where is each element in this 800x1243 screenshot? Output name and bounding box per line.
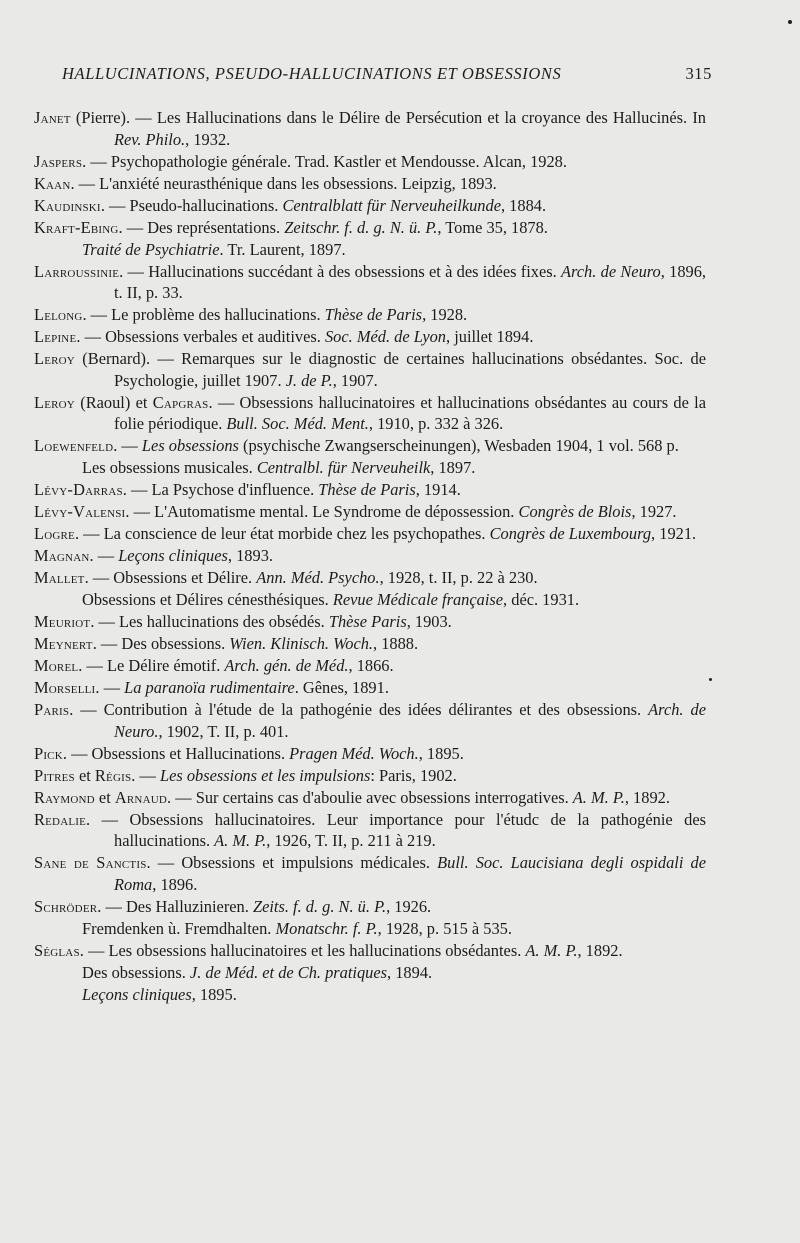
entry-title-italic: Les obsessions	[141, 436, 239, 456]
entry-author: Lepine	[34, 327, 77, 347]
entry-text: (Raoul) et	[74, 392, 153, 412]
bibliography-entry	[34, 501, 706, 523]
entry-author: Leroy	[34, 392, 75, 412]
entry-text: Les obsessions musicales.	[82, 458, 257, 478]
entry-title-italic: J. de P.	[285, 370, 333, 390]
bibliography-entry	[34, 217, 706, 239]
entry-author: Magnan	[34, 546, 90, 566]
entry-coauthor: Capgras	[152, 392, 209, 412]
entry-author: Larroussinie	[34, 261, 120, 281]
entry-text: . —	[113, 436, 142, 456]
bibliography-entry	[34, 677, 706, 699]
entry-text: . — La Psychose d'influence.	[122, 480, 319, 500]
running-head-title: HALLUCINATIONS, PSEUDO-HALLUCINATIONS ET OBSESSIONS	[62, 64, 562, 83]
bibliography-entry	[34, 611, 706, 633]
entry-text: . — Sur certains cas d'aboulie avec obsessions interrogatives.	[167, 787, 573, 807]
entry-text: . — Contribution à l'étude de la pathogénie des idées délirantes et des obsessions.	[69, 700, 649, 720]
entry-text: . —	[95, 678, 125, 698]
bibliography-entry	[34, 151, 706, 173]
entry-text: , 1894.	[387, 962, 433, 982]
entry-author: Paris	[34, 700, 70, 720]
entry-text: , 1892.	[624, 787, 670, 807]
entry-text: Des obsessions.	[82, 962, 190, 982]
entry-text: . — Le Délire émotif.	[78, 656, 225, 676]
bibliography-entry	[34, 852, 706, 895]
bibliography-entry	[34, 457, 706, 479]
entry-text: . —	[89, 546, 119, 566]
entry-text: . — Hallucinations succédant à des obsessions et à des idées fixes.	[119, 261, 561, 281]
ditto-dash	[34, 962, 82, 984]
entry-text: , déc. 1931.	[503, 590, 580, 610]
entry-text: . — Pseudo-hallucinations.	[100, 195, 283, 215]
bibliography-entry	[34, 633, 706, 655]
entry-title-italic: La paranoïa rudimentaire	[124, 678, 295, 698]
bibliography-entry	[34, 239, 706, 261]
entry-title-italic: Ann. Méd. Psycho.	[256, 568, 380, 588]
ditto-dash	[34, 589, 82, 611]
entry-text: , 1902, T. II, p. 401.	[158, 721, 289, 741]
bibliography-entry	[34, 348, 706, 391]
bibliography-entry	[34, 940, 706, 962]
entry-author: Lelong	[34, 305, 83, 325]
entry-author: Pitres	[34, 765, 75, 785]
entry-text: , 1892.	[577, 940, 623, 960]
entry-author: Morel	[34, 656, 79, 676]
bibliography-entry	[34, 655, 706, 677]
entry-text: . Tr. Laurent, 1897.	[219, 239, 346, 259]
bibliography-entry	[34, 304, 706, 326]
bibliography-entry	[34, 261, 706, 304]
entry-author: Séglas	[34, 940, 80, 960]
entry-author: Janet	[34, 108, 71, 127]
entry-text: , 1895.	[191, 984, 237, 1004]
entry-text: : Paris, 1902.	[370, 765, 457, 785]
entry-title-italic: Centralblatt für Nerveuheilkunde	[282, 195, 501, 215]
ditto-dash	[34, 457, 82, 479]
entry-text: . — Psychopathologie générale. Trad. Kastler et Mendousse. Alcan, 1928.	[82, 151, 567, 171]
entry-author: Kaudinski	[34, 195, 101, 215]
page-number: 315	[685, 64, 712, 83]
bibliography-entry	[34, 918, 706, 940]
entry-author: Lévy-Darras	[34, 480, 123, 500]
ditto-dash	[34, 984, 82, 1006]
print-speck	[788, 20, 792, 24]
entry-text: , 1932.	[185, 129, 231, 149]
entry-text: , 1866.	[348, 656, 394, 676]
entry-text: , 1927.	[631, 502, 677, 522]
entry-title-italic: A. M. P.	[525, 940, 578, 960]
running-head	[62, 64, 712, 84]
bibliography-entry	[34, 392, 706, 435]
entry-text: (Pierre). — Les Hallucinations dans le Délire de Persécution et la croyance des Hallucinés. In	[70, 108, 706, 127]
entry-text: , 1896.	[152, 874, 198, 894]
entry-author: Redalie	[34, 809, 87, 829]
bibliography-entry	[34, 479, 706, 501]
entry-author: Kraft-Ebing	[34, 217, 119, 237]
entry-author: Schröder	[34, 896, 98, 916]
bibliography-entry	[34, 896, 706, 918]
entry-author: Lévy-Valensi	[34, 502, 126, 522]
entry-text: , 1897.	[430, 458, 476, 478]
entry-author: Mallet	[34, 568, 85, 588]
entry-title-italic: Wien. Klinisch. Woch.	[229, 634, 374, 654]
entry-text: . — Des Halluzinieren.	[97, 896, 253, 916]
entry-title-italic: A. M. P.	[572, 787, 625, 807]
entry-text: Obsessions et Délires cénesthésiques.	[82, 590, 333, 610]
bibliography-entry	[34, 107, 706, 150]
entry-text: , 1895.	[418, 743, 464, 763]
entry-title-italic: Les obsessions et les impulsions	[159, 765, 371, 785]
entry-author: Meuriot	[34, 612, 91, 632]
entry-author: Raymond	[34, 787, 95, 807]
bibliography-entry	[34, 984, 706, 1006]
bibliography-entry	[34, 743, 706, 765]
entry-author: Pick	[34, 743, 63, 763]
entry-title-italic: Monatschr. f. P.	[275, 918, 378, 938]
entry-text: . — Obsessions et Hallucinations.	[62, 743, 290, 763]
entry-author: Leroy	[34, 349, 75, 369]
entry-title-italic: Arch. de Neuro	[561, 261, 661, 281]
bibliography-entry	[34, 765, 706, 787]
entry-title-italic: Congrès de Luxembourg	[489, 524, 652, 544]
bibliography-entry	[34, 326, 706, 348]
entry-text: et	[74, 765, 95, 785]
entry-author: Logre	[34, 524, 75, 544]
entry-text: . — Des obsessions.	[92, 634, 230, 654]
entry-text: . —	[131, 765, 160, 785]
entry-text: (Bernard). — Remarques sur le diagnostic de certaines hallucinations obsédantes. Soc. de Psychologie, juillet 1907.	[74, 349, 706, 390]
bibliography-entry	[34, 567, 706, 589]
entry-text: . — La conscience de leur état morbide chez les psychopathes.	[74, 524, 490, 544]
entry-text: , 1921.	[651, 524, 697, 544]
bibliography-entry	[34, 809, 706, 852]
entry-text: , 1928.	[422, 305, 468, 325]
entry-title-italic: Traité de Psychiatrie	[82, 239, 220, 259]
entry-title-italic: Arch. gén. de Méd.	[224, 656, 349, 676]
entry-title-italic: J. de Méd. et de Ch. pratiques	[189, 962, 388, 982]
entry-title-italic: Arch. de Neuro.	[114, 700, 706, 741]
entry-text: , 1914.	[415, 480, 461, 500]
entry-text: . — Obsessions hallucinatoires. Leur importance pour l'étudc de la pathogénie des hallucinations.	[86, 809, 706, 851]
entry-title-italic: Zeitschr. f. d. g. N. ü. P.	[284, 217, 438, 237]
entry-text: . — Les obsessions hallucinatoires et les hallucinations obsédantes.	[79, 940, 526, 960]
bibliography-entry	[34, 545, 706, 567]
entry-title-italic: Congrès de Blois	[518, 502, 632, 522]
entry-author: Morselli	[34, 678, 96, 698]
bibliography-entry	[34, 195, 706, 217]
bibliography-entry	[34, 699, 706, 742]
entry-author: Kaan	[34, 173, 71, 193]
entry-text: . Gênes, 1891.	[294, 678, 389, 698]
entry-title-italic: Pragen Méd. Woch.	[289, 743, 419, 763]
entry-title-italic: Revue Médicale française	[332, 590, 504, 610]
entry-title-italic: Bull. Soc. Laucisiana degli ospidali de Roma	[114, 853, 707, 894]
bibliography-entry	[34, 787, 706, 809]
entry-text: . — Obsessions hallucinatoires et hallucinations obsédantes au cours de la folie périodique.	[114, 392, 706, 434]
entry-author: Loewenfeld	[34, 436, 114, 456]
entry-title-italic: Zeits. f. d. g. N. ü. P.	[252, 896, 387, 916]
entry-title-italic: A. M. P.	[214, 831, 267, 851]
entry-text: , 1928, t. II, p. 22 à 230.	[379, 568, 538, 588]
entry-coauthor: Arnaud	[114, 787, 168, 807]
entry-author: Sane de Sanctis	[34, 853, 147, 873]
entry-coauthor: Régis	[94, 765, 132, 785]
entry-text: , 1893.	[227, 546, 273, 566]
entry-text: . — Obsessions et impulsions médicales.	[146, 853, 438, 873]
entry-text: , 1910, p. 332 à 326.	[368, 414, 504, 434]
entry-title-italic: Leçons cliniques	[118, 546, 228, 566]
entry-text: Fremdenken ù. Fremdhalten.	[82, 918, 276, 938]
bibliography-entry	[34, 589, 706, 611]
entry-text: , 1896, t. II, p. 33.	[114, 261, 707, 303]
ditto-dash	[34, 918, 82, 940]
entry-text: , 1907.	[332, 370, 378, 390]
entry-text: . — L'Automatisme mental. Le Syndrome de dépossession.	[125, 502, 519, 522]
entry-text: et	[94, 787, 115, 807]
entry-author: Jaspers	[34, 151, 83, 171]
ditto-dash	[34, 239, 82, 261]
entry-text: . — Obsessions verbales et auditives.	[76, 327, 325, 347]
entry-text: , 1926.	[386, 896, 432, 916]
entry-text: , Tome 35, 1878.	[437, 217, 548, 237]
bibliography-entry	[34, 523, 706, 545]
entry-title-italic: Bull. Soc. Méd. Ment.	[226, 414, 369, 434]
entry-text: . — Obsessions et Délire.	[84, 568, 257, 588]
entry-text: , juillet 1894.	[446, 327, 534, 347]
entry-text: , 1926, T. II, p. 211 à 219.	[266, 831, 436, 851]
bibliography-entry	[34, 173, 706, 195]
entry-author: Meynert	[34, 634, 93, 654]
entry-text: , 1903.	[406, 612, 452, 632]
bibliography-entry	[34, 962, 706, 984]
entry-text: , 1888.	[373, 634, 419, 654]
entry-text: , 1884.	[500, 195, 547, 215]
entry-text: (psychische Zwangserscheinungen), Wesbaden 1904, 1 vol. 568 p.	[238, 436, 679, 456]
entry-title-italic: Thèse Paris	[328, 612, 407, 632]
entry-title-italic: Centralbl. für Nerveuheilk	[256, 458, 431, 478]
entry-text: . — Les hallucinations des obsédés.	[90, 612, 329, 632]
entry-title-italic: Thèse de Paris	[318, 480, 416, 500]
bibliography-list	[34, 107, 706, 1006]
entry-title-italic: Soc. Méd. de Lyon	[324, 327, 446, 347]
print-speck	[709, 678, 712, 681]
entry-title-italic: Leçons cliniques	[82, 984, 192, 1004]
entry-title-italic: Rev. Philo.	[114, 129, 186, 149]
entry-text: . — L'anxiété neurasthénique dans les obsessions. Leipzig, 1893.	[70, 173, 497, 193]
entry-text: . — Le problème des hallucinations.	[82, 305, 325, 325]
bibliography-entry	[34, 435, 706, 457]
entry-text: . — Des représentations.	[118, 217, 285, 237]
entry-text: , 1928, p. 515 à 535.	[377, 918, 512, 938]
entry-title-italic: Thèse de Paris	[324, 305, 423, 325]
